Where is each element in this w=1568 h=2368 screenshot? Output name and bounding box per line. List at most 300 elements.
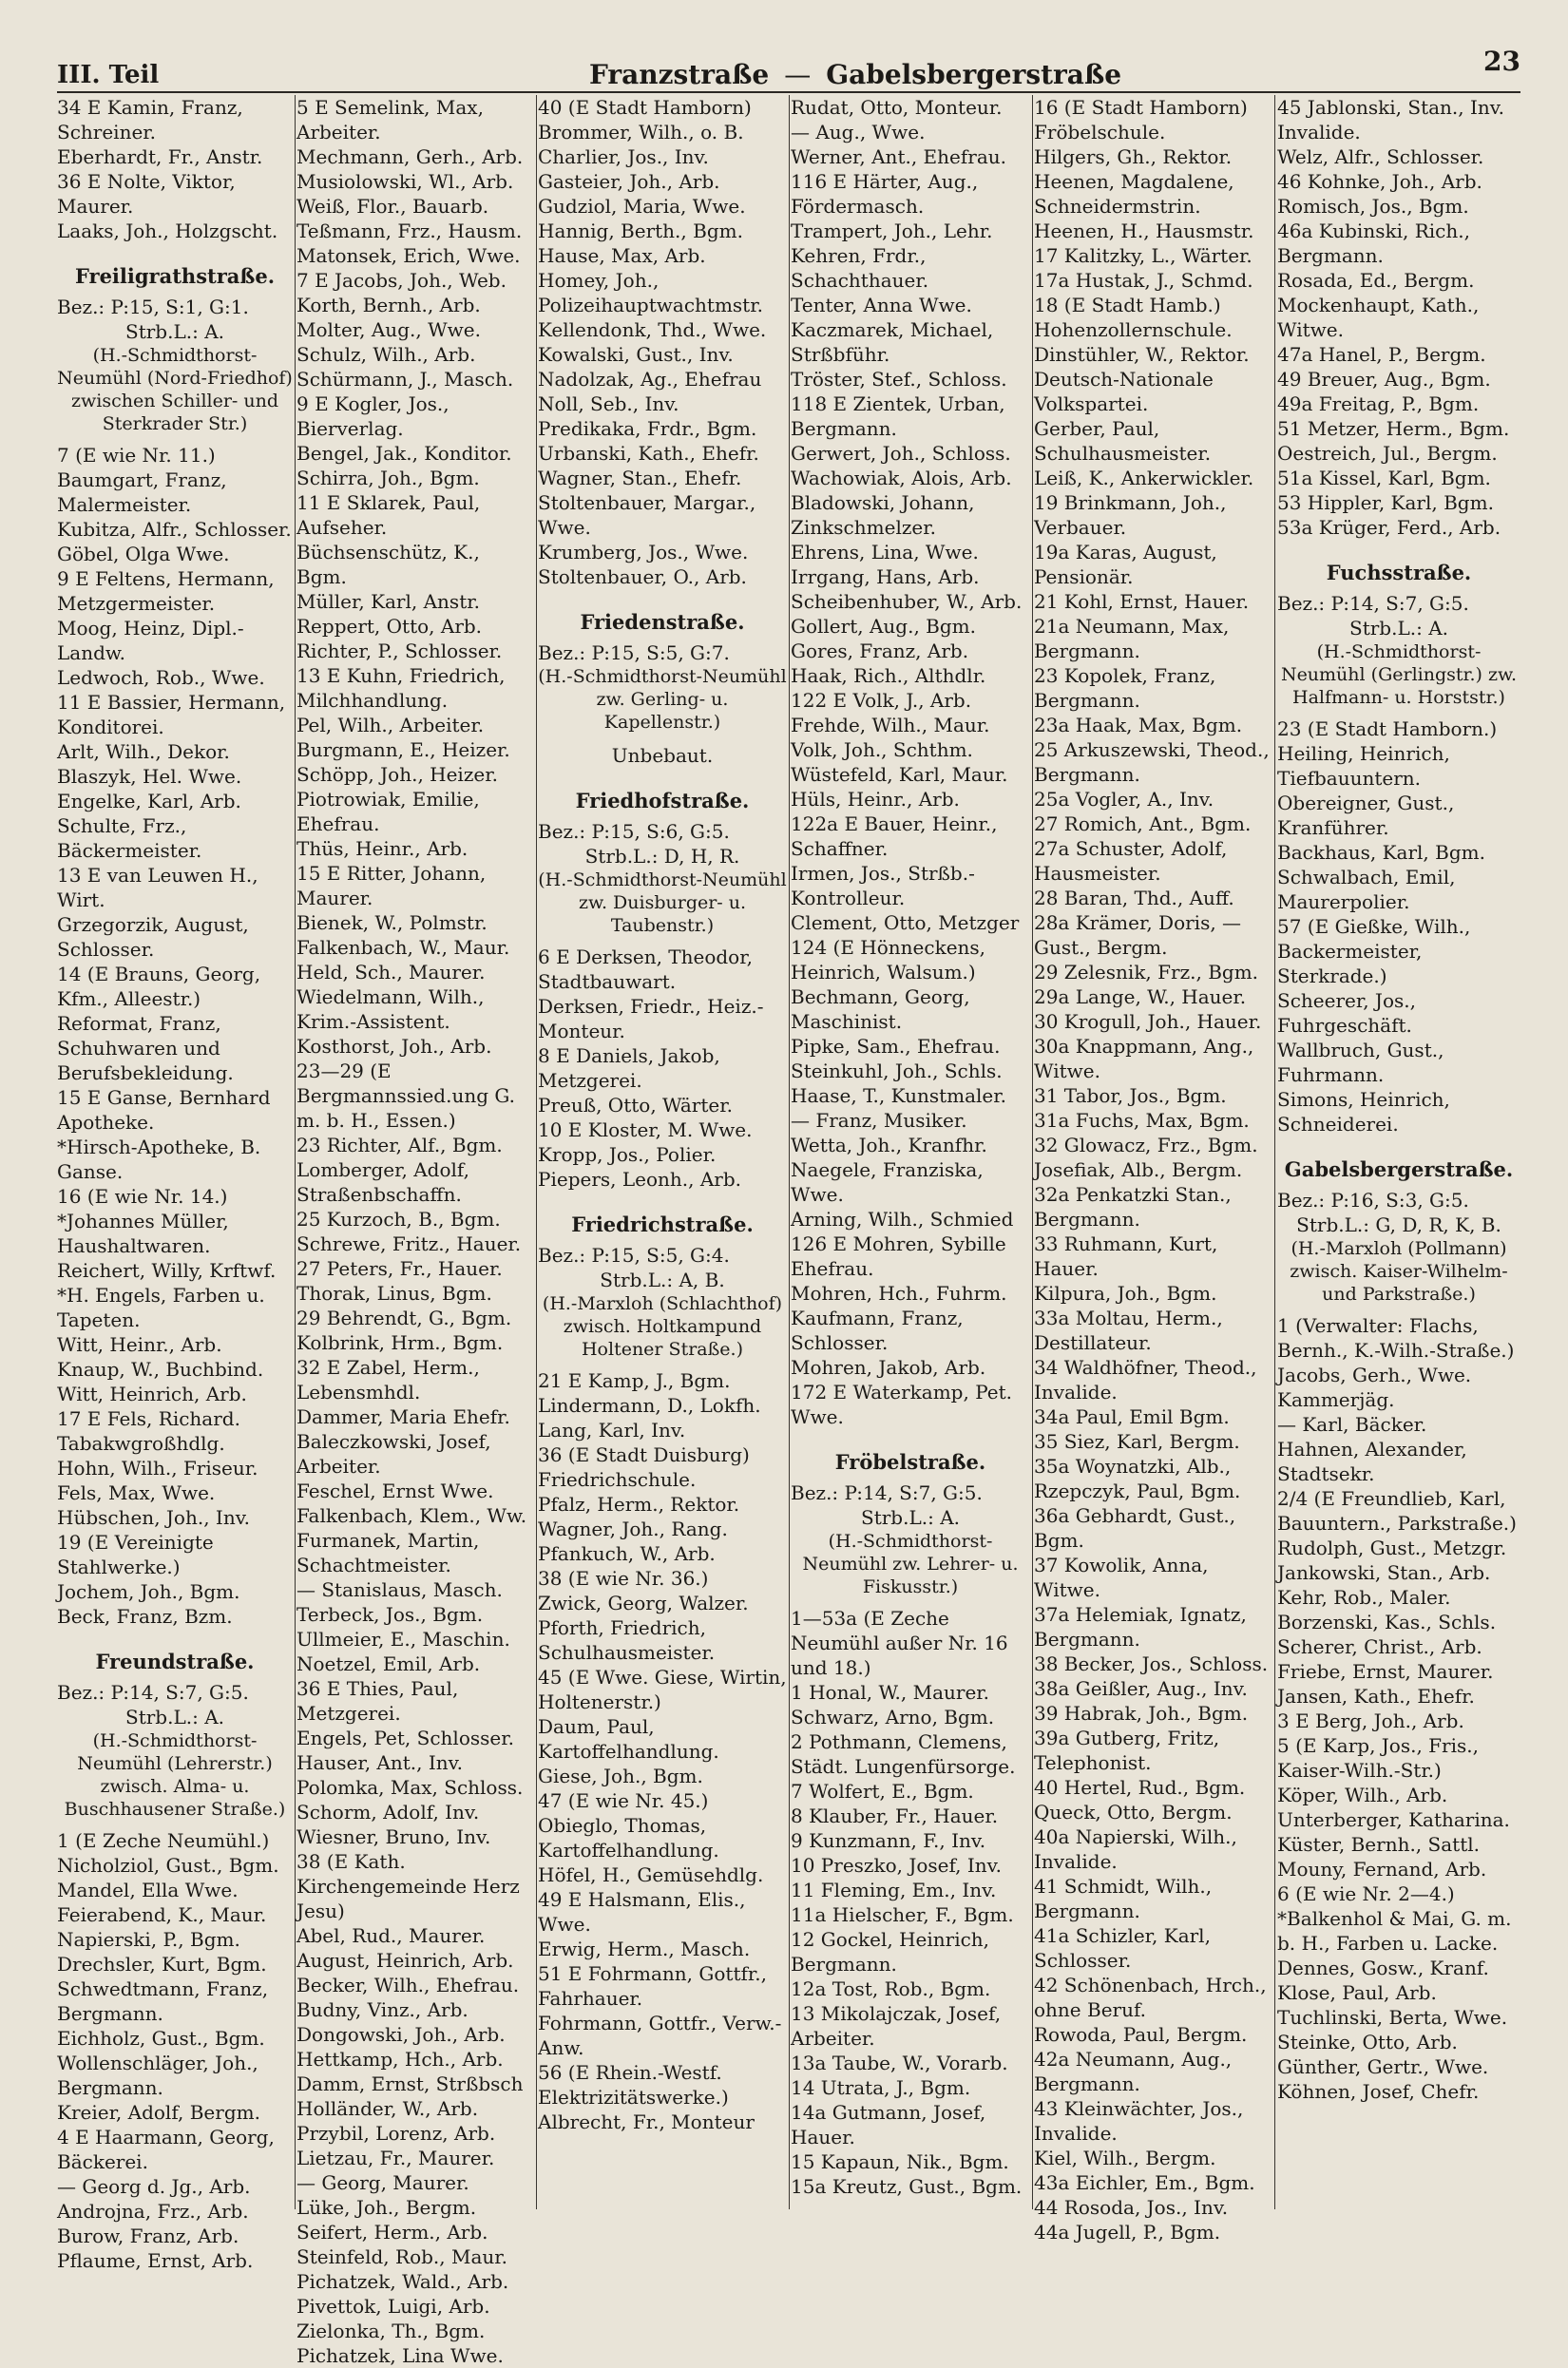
address-entry: 21 E Kamp, J., Bgm.: [538, 1369, 731, 1392]
address-entry: Hüls, Heinr., Arb.: [791, 788, 960, 811]
district-code: Bez.: P:15, S:5, G:4.: [538, 1244, 730, 1267]
address-entry: Schwedtmann, Franz, Bergmann.: [57, 1977, 269, 2025]
address-entry: Falkenbach, W., Maur.: [296, 936, 510, 959]
street-location: (H.-Marxloh (Pollmann) zwisch. Kaiser-Wilhelm- und Parkstraße.): [1290, 1238, 1508, 1305]
address-entry: Held, Sch., Maurer.: [296, 961, 486, 983]
address-entry: Tenter, Anna Wwe.: [791, 294, 972, 316]
address-entry: 2 Pothmann, Clemens, Städt. Lungenfürsorge.: [791, 1730, 1016, 1778]
address-entry: Simons, Heinrich, Schneiderei.: [1277, 1088, 1450, 1136]
address-entry: 42a Neumann, Aug., Bergmann.: [1034, 2048, 1233, 2095]
address-entry: Predikaka, Frdr., Bgm.: [538, 417, 757, 440]
address-entry: Müller, Karl, Anstr.: [296, 590, 480, 613]
address-entry: 15 Kapaun, Nik., Bgm.: [791, 2150, 1009, 2173]
address-entry: Drechsler, Kurt, Bgm.: [57, 1953, 267, 1976]
address-entry: 28a Krämer, Doris, — Gust., Bergm.: [1034, 911, 1242, 959]
address-entry: Falkenbach, Klem., Ww.: [296, 1504, 527, 1527]
address-entry: 25 Arkuszewski, Theod., Bergmann.: [1034, 738, 1270, 786]
address-entry: Kolbrink, Hrm., Bgm.: [296, 1331, 504, 1354]
address-entry: Wüstefeld, Karl, Maur.: [791, 763, 1008, 786]
address-entry: 11a Hielscher, F., Bgm.: [791, 1903, 1014, 1926]
address-entry: Romisch, Jos., Bgm.: [1277, 195, 1469, 218]
address-entry: 17 Kalitzky, L., Wärter.: [1034, 244, 1252, 267]
range-start: Franzstraße: [589, 59, 770, 90]
address-entry: Heenen, Magdalene, Schneidermstrin.: [1034, 170, 1234, 218]
address-entry: Ledwoch, Rob., Wwe.: [57, 666, 265, 689]
address-entry: Irmen, Jos., Strßb.-Kontrolleur.: [791, 862, 975, 909]
address-entry: 38 (E Kath. Kirchengemeinde Herz Jesu): [296, 1850, 520, 1922]
address-entry: Gerwert, Joh., Schloss.: [791, 442, 1011, 465]
address-entry: Bladowski, Johann, Zinkschmelzer.: [791, 491, 975, 539]
address-entry: Kubitza, Alfr., Schlosser.: [57, 518, 292, 541]
address-entry: Josefiak, Alb., Bergm.: [1034, 1158, 1243, 1181]
column-divider: [295, 95, 296, 2209]
address-entry: 16 (E wie Nr. 14.): [57, 1185, 228, 1208]
address-entry: 27a Schuster, Adolf, Hausmeister.: [1034, 837, 1228, 885]
address-entry: Reichert, Willy, Krftwf.: [57, 1259, 277, 1282]
address-entry: 11 E Bassier, Hermann, Konditorei.: [57, 691, 286, 738]
address-entry: Daum, Paul, Kartoffelhandlung.: [538, 1715, 719, 1763]
address-entry: Steinfeld, Rob., Maur.: [296, 2245, 507, 2268]
address-entry: Borzenski, Kas., Schls.: [1277, 1611, 1497, 1633]
street-heading: Friedenstraße.: [580, 610, 745, 634]
street-location: (H.-Marxloh (Schlachthof) zwisch. Holtkampund Holtener Straße.): [542, 1293, 783, 1360]
address-entry: Schürmann, J., Masch.: [296, 368, 514, 391]
address-entry: 27 Romich, Ant., Bgm.: [1034, 812, 1252, 835]
street-note: Unbebaut.: [611, 744, 714, 767]
address-entry: 6 (E wie Nr. 2—4.): [1277, 1882, 1455, 1905]
address-entry: Wagner, Stan., Ehefr.: [538, 467, 742, 489]
address-entry: 13 Mikolajczak, Josef, Arbeiter.: [791, 2002, 1002, 2050]
address-entry: Günther, Gertr., Wwe.: [1277, 2055, 1489, 2078]
address-entry: Ehrens, Lina, Wwe.: [791, 541, 979, 563]
address-entry: Molter, Aug., Wwe.: [296, 318, 481, 341]
address-entry: *H. Engels, Farben u. Tapeten.: [57, 1284, 265, 1331]
address-entry: 57 (E Gießke, Wilh., Backermeister, Sterkrade.): [1277, 915, 1471, 987]
address-entry: Hilgers, Gh., Rektor.: [1034, 145, 1233, 168]
address-entry: Reppert, Otto, Arb.: [296, 615, 483, 638]
district-code: Bez.: P:14, S:7, G:5.: [1277, 592, 1469, 615]
address-entry: Unterberger, Katharina.: [1277, 1808, 1510, 1831]
address-entry: Pichatzek, Wald., Arb.: [296, 2270, 509, 2293]
address-entry: Burgmann, E., Heizer.: [296, 738, 510, 761]
address-entry: Lang, Karl, Inv.: [538, 1419, 686, 1442]
address-entry: Engels, Pet, Schlosser.: [296, 1727, 514, 1749]
address-entry: 43a Eichler, Em., Bgm.: [1034, 2171, 1255, 2194]
address-entry: Heiling, Heinrich, Tiefbauuntern.: [1277, 742, 1450, 790]
address-entry: Mandel, Ella Wwe.: [57, 1879, 239, 1901]
address-entry: Schwalbach, Emil, Maurerpolier.: [1277, 866, 1456, 913]
address-entry: Pfalz, Herm., Rektor.: [538, 1493, 740, 1516]
address-entry: 11 E Sklarek, Paul, Aufseher.: [296, 491, 481, 539]
address-entry: 35 Siez, Karl, Bergm.: [1034, 1430, 1240, 1453]
address-entry: Naegele, Franziska, Wwe.: [791, 1158, 984, 1206]
street-location: (H.-Schmidthorst-Neumühl zw. Gerling- u. Kapellenstr.): [538, 666, 787, 733]
address-entry: Reformat, Franz, Schuhwaren und Berufsbekleidung.: [57, 1012, 234, 1084]
address-entry: — Georg d. Jg., Arb.: [57, 2175, 251, 2198]
address-entry: 122a E Bauer, Heinr., Schaffner.: [791, 812, 998, 860]
address-entry: Kilpura, Joh., Bgm.: [1034, 1282, 1217, 1305]
address-entry: 32 E Zabel, Herm., Lebensmhdl.: [296, 1356, 480, 1404]
address-entry: Engelke, Karl, Arb.: [57, 790, 241, 812]
address-entry: 38 Becker, Jos., Schloss.: [1034, 1652, 1269, 1675]
address-entry: 32a Penkatzki Stan., Bergmann.: [1034, 1183, 1232, 1231]
address-entry: Arning, Wilh., Schmied: [791, 1208, 1014, 1231]
address-entry: — Franz, Musiker.: [791, 1109, 967, 1132]
address-entry: Kehr, Rob., Maler.: [1277, 1586, 1451, 1609]
address-entry: 16 (E Stadt Hamborn) Fröbelschule.: [1034, 96, 1248, 143]
address-entry: Pel, Wilh., Arbeiter.: [296, 714, 485, 736]
address-entry: 10 Preszko, Josef, Inv.: [791, 1854, 1002, 1877]
address-entry: Arlt, Wilh., Dekor.: [57, 740, 230, 763]
address-entry: Kaufmann, Franz, Schlosser.: [791, 1307, 964, 1354]
address-entry: 11 Fleming, Em., Inv.: [791, 1879, 997, 1901]
address-entry: Rowoda, Paul, Bergm.: [1034, 2023, 1248, 2046]
address-entry: Nicholziol, Gust., Bgm.: [57, 1854, 279, 1877]
address-entry: Gores, Franz, Arb.: [791, 640, 969, 662]
address-entry: *Balkenhol & Mai, G. m. b. H., Farben u. Lacke.: [1277, 1907, 1512, 1955]
address-entry: 21 Kohl, Ernst, Hauer.: [1034, 590, 1250, 613]
tram-lines: Strb.L.: A.: [1349, 617, 1448, 640]
address-entry: Gasteier, Joh., Arb.: [538, 170, 720, 193]
district-code: Bez.: P:14, S:7, G:5.: [57, 1681, 249, 1704]
address-entry: Wallbruch, Gust., Fuhrmann.: [1277, 1039, 1444, 1086]
address-entry: 23 (E Stadt Hamborn.): [1277, 717, 1498, 740]
address-entry: Pichatzek, Lina Wwe.: [296, 2344, 504, 2367]
address-entry: — Karl, Bäcker.: [1277, 1413, 1427, 1436]
address-entry: Noll, Seb., Inv.: [538, 392, 679, 415]
address-entry: Küster, Bernh., Sattl.: [1277, 1833, 1480, 1856]
address-entry: Köper, Wilh., Arb.: [1277, 1784, 1448, 1806]
address-entry: Musiolowski, Wl., Arb.: [296, 170, 514, 193]
address-entry: 13a Taube, W., Vorarb.: [791, 2052, 1008, 2074]
address-entry: Clement, Otto, Metzger: [791, 911, 1020, 934]
address-entry: Pivettok, Luigi, Arb.: [296, 2295, 490, 2318]
address-entry: Hohn, Wilh., Friseur.: [57, 1457, 258, 1480]
address-entry: Hettkamp, Hch., Arb.: [296, 2048, 504, 2071]
address-entry: 37 Kowolik, Anna, Witwe.: [1034, 1554, 1209, 1601]
address-entry: Queck, Otto, Bergm.: [1034, 1801, 1233, 1824]
address-entry: Wagner, Joh., Rang.: [538, 1518, 728, 1540]
column-divider: [1274, 95, 1275, 2209]
address-entry: Obieglo, Thomas, Kartoffelhandlung.: [538, 1814, 719, 1862]
address-entry: Lietzau, Fr., Maurer.: [296, 2147, 495, 2169]
address-entry: 36 E Nolte, Viktor, Maurer.: [57, 170, 236, 218]
address-entry: 40a Napierski, Wilh., Invalide.: [1034, 1825, 1237, 1873]
address-entry: Schrewe, Fritz., Hauer.: [296, 1232, 522, 1255]
address-entry: Damm, Ernst, Strßbsch: [296, 2072, 524, 2095]
address-entry: Mohren, Hch., Fuhrm.: [791, 1282, 1007, 1305]
address-entry: 36a Gebhardt, Gust., Bgm.: [1034, 1504, 1236, 1552]
address-entry: Korth, Bernh., Arb.: [296, 294, 481, 316]
address-entry: 34 E Kamin, Franz, Schreiner.: [57, 96, 243, 143]
address-entry: 4 E Haarmann, Georg, Bäckerei.: [57, 2126, 275, 2173]
address-entry: Wiesner, Bruno, Inv.: [296, 1825, 491, 1848]
address-entry: Seifert, Herm., Arb.: [296, 2221, 488, 2244]
address-entry: Bengel, Jak., Konditor.: [296, 442, 512, 465]
address-entry: — Georg, Maurer.: [296, 2171, 469, 2194]
address-entry: Holländer, W., Arb.: [296, 2097, 479, 2120]
address-entry: Eichholz, Gust., Bgm.: [57, 2027, 265, 2050]
address-entry: 51 Metzer, Herm., Bgm.: [1277, 417, 1510, 440]
address-entry: Thorak, Linus, Bgm.: [296, 1282, 492, 1305]
address-entry: 53 Hippler, Karl, Bgm.: [1277, 491, 1494, 514]
address-entry: Urbanski, Kath., Ehefr.: [538, 442, 759, 465]
address-entry: 7 (E wie Nr. 11.): [57, 444, 216, 467]
section-label: III. Teil: [57, 61, 160, 89]
address-entry: 23 Richter, Alf., Bgm.: [296, 1134, 503, 1156]
address-entry: 23—29 (E Bergmannssied.ung G. m. b. H., Essen.): [296, 1060, 516, 1132]
address-entry: 126 E Mohren, Sybille Ehefrau.: [791, 1232, 1006, 1280]
address-entry: 116 E Härter, Aug., Fördermasch.: [791, 170, 979, 218]
address-entry: Wiedelmann, Wilh., Krim.-Assistent.: [296, 985, 485, 1033]
address-entry: Leiß, K., Ankerwickler.: [1034, 467, 1254, 489]
address-entry: 1 Honal, W., Maurer.: [791, 1681, 990, 1704]
address-entry: Wetta, Joh., Kranfhr.: [791, 1134, 987, 1156]
street-location: (H.-Schmidthorst-Neumühl zw. Duisburger- u. Taubenstr.): [538, 869, 787, 936]
address-entry: Krumberg, Jos., Wwe.: [538, 541, 749, 563]
address-entry: 1 (E Zeche Neumühl.): [57, 1829, 270, 1852]
address-entry: Welz, Alfr., Schlosser.: [1277, 145, 1484, 168]
address-entry: 44 Rosoda, Jos., Inv.: [1034, 2196, 1229, 2219]
address-entry: Mohren, Jakob, Arb.: [791, 1356, 986, 1379]
address-entry: 14 Utrata, J., Bgm.: [791, 2076, 971, 2099]
tram-lines: Strb.L.: A.: [125, 320, 224, 343]
address-entry: 1 (Verwalter: Flachs, Bernh., K.-Wilh.-Straße.): [1277, 1314, 1515, 1362]
address-entry: Homey, Joh., Polizeihauptwachtmstr.: [538, 269, 763, 316]
address-entry: Rudat, Otto, Monteur.: [791, 96, 1003, 119]
range-dash: —: [784, 59, 812, 90]
address-entry: 2/4 (E Freundlieb, Karl, Bauuntern., Parkstraße.): [1277, 1487, 1517, 1535]
address-entry: Beck, Franz, Bzm.: [57, 1605, 233, 1628]
street-heading: Gabelsbergerstraße.: [1284, 1157, 1514, 1181]
address-entry: 41a Schizler, Karl, Schlosser.: [1034, 1924, 1211, 1972]
address-entry: Heenen, H., Hausmstr.: [1034, 220, 1254, 242]
address-entry: Charlier, Jos., Inv.: [538, 145, 709, 168]
address-entry: 13 E Kuhn, Friedrich, Milchhandlung.: [296, 664, 506, 712]
address-entry: Köhnen, Josef, Chefr.: [1277, 2080, 1480, 2103]
address-entry: Schöpp, Joh., Heizer.: [296, 763, 498, 786]
street-heading: Friedhofstraße.: [575, 789, 750, 812]
address-entry: Steinkuhl, Joh., Schls.: [791, 1060, 1003, 1082]
address-entry: 25 Kurzoch, B., Bgm.: [296, 1208, 501, 1231]
address-entry: 47a Hanel, P., Bergm.: [1277, 343, 1486, 366]
address-entry: 33a Moltau, Herm., Destillateur.: [1034, 1307, 1223, 1354]
address-entry: Gerber, Paul, Schulhausmeister.: [1034, 417, 1212, 465]
street-heading: Fröbelstraße.: [834, 1450, 986, 1474]
address-entry: Kellendonk, Thd., Wwe.: [538, 318, 767, 341]
address-entry: Budny, Vinz., Arb.: [296, 1998, 468, 2021]
address-entry: Knaup, W., Buchbind.: [57, 1358, 264, 1381]
address-entry: 19 (E Vereinigte Stahlwerke.): [57, 1531, 214, 1578]
address-entry: Rosada, Ed., Bergm.: [1277, 269, 1475, 292]
address-entry: 56 (E Rhein.-Westf. Elektrizitätswerke.): [538, 2061, 729, 2109]
address-entry: 34 Waldhöfner, Theod., Invalide.: [1034, 1356, 1257, 1404]
address-entry: Hause, Max, Arb.: [538, 244, 706, 267]
address-entry: 12a Tost, Rob., Bgm.: [791, 1977, 991, 2000]
address-entry: Scherer, Christ., Arb.: [1277, 1635, 1482, 1658]
column-6: [1277, 95, 1520, 2209]
address-entry: Gollert, Aug., Bgm.: [791, 615, 976, 638]
address-entry: 44a Jugell, P., Bgm.: [1034, 2221, 1221, 2244]
address-entry: Mouny, Fernand, Arb.: [1277, 1858, 1487, 1881]
address-entry: Frehde, Wilh., Maur.: [791, 714, 990, 736]
address-entry: 39a Gutberg, Fritz, Telephonist.: [1034, 1727, 1220, 1774]
address-entry: Giese, Joh., Bgm.: [538, 1765, 703, 1787]
address-entry: 7 E Jacobs, Joh., Web.: [296, 269, 507, 292]
address-entry: Irrgang, Hans, Arb.: [791, 565, 980, 588]
address-entry: Jochem, Joh., Bgm.: [57, 1580, 240, 1603]
address-entry: Richter, P., Schlosser.: [296, 640, 503, 662]
address-entry: Grzegorzik, August, Schlosser.: [57, 913, 249, 961]
address-entry: Piotrowiak, Emilie, Ehefrau.: [296, 788, 480, 835]
street-heading: Fuchsstraße.: [1326, 561, 1472, 584]
address-entry: Werner, Ant., Ehefrau.: [791, 145, 1006, 168]
address-entry: 9 E Kogler, Jos., Bierverlag.: [296, 392, 449, 440]
address-entry: 25a Vogler, A., Inv.: [1034, 788, 1214, 811]
address-entry: 118 E Zientek, Urban, Bergmann.: [791, 392, 1005, 440]
address-entry: Lomberger, Adolf, Straßenbschaffn.: [296, 1158, 469, 1206]
address-entry: Haak, Rich., Althdlr.: [791, 664, 986, 687]
street-location: (H.-Schmidthorst-Neumühl zw. Lehrer- u. Fiskusstr.): [802, 1531, 1019, 1597]
address-entry: Kiel, Wilh., Bergm.: [1034, 2147, 1216, 2169]
address-entry: Kosthorst, Joh., Arb.: [296, 1035, 492, 1058]
address-entry: Witt, Heinr., Arb.: [57, 1333, 222, 1356]
address-entry: Blaszyk, Hel. Wwe.: [57, 765, 242, 788]
address-entry: Bechmann, Georg, Maschinist.: [791, 985, 970, 1033]
tram-lines: Strb.L.: G, D, R, K, B.: [1296, 1213, 1501, 1236]
address-entry: Noetzel, Emil, Arb.: [296, 1652, 481, 1675]
address-entry: 29a Lange, W., Hauer.: [1034, 985, 1247, 1008]
address-entry: Zielonka, Th., Bgm.: [296, 2320, 486, 2342]
address-entry: Moog, Heinz, Dipl.-Landw.: [57, 617, 244, 664]
address-entry: Kaczmarek, Michael, Strßbführ.: [791, 318, 994, 366]
address-entry: 42 Schönenbach, Hrch., ohne Beruf.: [1034, 1974, 1267, 2021]
address-entry: Baleczkowski, Josef, Arbeiter.: [296, 1430, 491, 1478]
address-entry: 18 (E Stadt Hamb.) Hohenzollernschule.: [1034, 294, 1233, 341]
address-entry: Mechmann, Gerh., Arb.: [296, 145, 524, 168]
address-entry: Wachowiak, Alois, Arb.: [791, 467, 1012, 489]
address-entry: Matonsek, Erich, Wwe.: [296, 244, 521, 267]
address-entry: Obereigner, Gust., Kranführer.: [1277, 792, 1455, 839]
address-entry: Kreier, Adolf, Bergm.: [57, 2101, 260, 2124]
column-3: [538, 95, 787, 2209]
address-entry: Teßmann, Frz., Hausm.: [296, 220, 523, 242]
address-entry: 5 (E Karp, Jos., Fris., Kaiser-Wilh.-Str.): [1277, 1734, 1479, 1782]
address-entry: 49a Freitag, P., Bgm.: [1277, 392, 1480, 415]
address-entry: 122 E Volk, J., Arb.: [791, 689, 972, 712]
address-entry: 21a Neumann, Max, Bergmann.: [1034, 615, 1230, 662]
address-entry: Preuß, Otto, Wärter.: [538, 1094, 733, 1117]
address-entry: Schirra, Joh., Bgm.: [296, 467, 480, 489]
address-entry: *Johannes Müller, Haushaltwaren.: [57, 1210, 229, 1257]
address-entry: Eberhardt, Fr., Anstr.: [57, 145, 263, 168]
page-header: [57, 38, 1520, 93]
address-entry: 33 Ruhmann, Kurt, Hauer.: [1034, 1232, 1218, 1280]
address-entry: Erwig, Herm., Masch.: [538, 1938, 751, 1960]
address-entry: 14 (E Brauns, Georg, Kfm., Alleestr.): [57, 963, 261, 1010]
address-entry: — Stanislaus, Masch.: [296, 1578, 503, 1601]
address-entry: 31a Fuchs, Max, Bgm.: [1034, 1109, 1250, 1132]
address-entry: Rudolph, Gust., Metzgr.: [1277, 1537, 1507, 1559]
address-entry: 13 E van Leuwen H., Wirt.: [57, 864, 258, 911]
address-entry: Jacobs, Gerh., Wwe. Kammerjäg.: [1277, 1364, 1472, 1411]
street-heading: Freiligrathstraße.: [74, 264, 276, 288]
address-entry: 15 E Ganse, Bernhard Apotheke.: [57, 1086, 271, 1134]
address-entry: 49 Breuer, Aug., Bgm.: [1277, 368, 1491, 391]
address-entry: 17 E Fels, Richard. Tabakwgroßhdlg.: [57, 1407, 240, 1455]
address-entry: Klose, Paul, Arb.: [1277, 1981, 1437, 2004]
address-entry: Abel, Rud., Maurer.: [296, 1924, 486, 1947]
address-entry: 172 E Waterkamp, Pet. Wwe.: [791, 1381, 1012, 1428]
street-location: (H.-Schmidthorst-Neumühl (Nord-Friedhof) zwischen Schiller- und Sterkrader Str.): [57, 345, 293, 434]
address-entry: 19a Karas, August, Pensionär.: [1034, 541, 1217, 588]
address-entry: Bienek, W., Polmstr.: [296, 911, 488, 934]
address-entry: Terbeck, Jos., Bgm.: [296, 1603, 484, 1626]
address-entry: 8 E Daniels, Jakob, Metzgerei.: [538, 1044, 720, 1092]
address-entry: 10 E Kloster, M. Wwe.: [538, 1118, 753, 1141]
district-code: Bez.: P:15, S:6, G:5.: [538, 820, 730, 843]
address-entry: Dammer, Maria Ehefr.: [296, 1405, 510, 1428]
address-entry: Kehren, Frdr., Schachthauer.: [791, 244, 929, 292]
address-entry: Przybil, Lorenz, Arb.: [296, 2122, 496, 2145]
address-entry: 40 (E Stadt Hamborn): [538, 96, 752, 119]
address-entry: Dinstühler, W., Rektor.: [1034, 343, 1250, 366]
address-entry: Scheibenhuber, W., Arb.: [791, 590, 1023, 613]
address-entry: Feierabend, K., Maur.: [57, 1903, 267, 1926]
address-entry: — Aug., Wwe.: [791, 121, 926, 143]
address-entry: Schulz, Wilh., Arb.: [296, 343, 476, 366]
address-entry: Deutsch-Nationale Volkspartei.: [1034, 368, 1214, 415]
address-entry: Zwick, Georg, Walzer.: [538, 1592, 749, 1614]
address-entry: 36 E Thies, Paul, Metzgerei.: [296, 1677, 459, 1725]
address-entry: Haase, T., Kunstmaler.: [791, 1084, 1006, 1107]
address-entry: Friebe, Ernst, Maurer.: [1277, 1660, 1494, 1683]
address-entry: 45 Jablonski, Stan., Inv. Invalide.: [1277, 96, 1505, 143]
address-entry: 19 Brinkmann, Joh., Verbauer.: [1034, 491, 1227, 539]
address-entry: Kropp, Jos., Polier.: [538, 1143, 717, 1166]
address-entry: 41 Schmidt, Wilh., Bergmann.: [1034, 1875, 1213, 1922]
address-entry: Laaks, Joh., Holzgscht.: [57, 220, 278, 242]
address-entry: Fels, Max, Wwe.: [57, 1481, 216, 1504]
column-divider: [1032, 95, 1033, 2209]
address-entry: 124 (E Hönneckens, Heinrich, Walsum.): [791, 936, 986, 983]
address-entry: 39 Habrak, Joh., Bgm.: [1034, 1702, 1249, 1725]
address-entry: 51a Kissel, Karl, Bgm.: [1277, 467, 1491, 489]
address-entry: 23 Kopolek, Franz, Bergmann.: [1034, 664, 1216, 712]
column-1: [57, 95, 293, 2272]
address-entry: 31 Tabor, Jos., Bgm.: [1034, 1084, 1227, 1107]
address-entry: Schwarz, Arno, Bgm.: [791, 1706, 995, 1728]
address-entry: Schorm, Adolf, Inv.: [296, 1801, 480, 1824]
address-entry: Derksen, Friedr., Heiz.-Monteur.: [538, 995, 764, 1042]
address-entry: Stoltenbauer, O., Arb.: [538, 565, 747, 588]
address-entry: Jankowski, Stan., Arb.: [1277, 1561, 1491, 1584]
address-entry: 29 Zelesnik, Frz., Bgm.: [1034, 961, 1259, 983]
address-entry: 8 Klauber, Fr., Hauer.: [791, 1805, 999, 1827]
page-number: 23: [1483, 46, 1520, 77]
column-divider: [536, 95, 537, 2209]
tram-lines: Strb.L.: A.: [125, 1706, 224, 1728]
district-code: Bez.: P:16, S:3, G:5.: [1277, 1189, 1469, 1212]
address-entry: 35a Woynatzki, Alb., Rzepczyk, Paul, Bgm.: [1034, 1455, 1241, 1502]
column-divider: [789, 95, 790, 2209]
address-entry: Albrecht, Fr., Monteur: [538, 2110, 755, 2133]
address-entry: 6 E Derksen, Theodor, Stadtbauwart.: [538, 945, 753, 993]
address-entry: Baumgart, Franz, Malermeister.: [57, 468, 227, 516]
address-entry: 15a Kreutz, Gust., Bgm.: [791, 2175, 1023, 2198]
district-code: Bez.: P:15, S:5, G:7.: [538, 641, 730, 664]
address-entry: Backhaus, Karl, Bgm.: [1277, 841, 1485, 864]
